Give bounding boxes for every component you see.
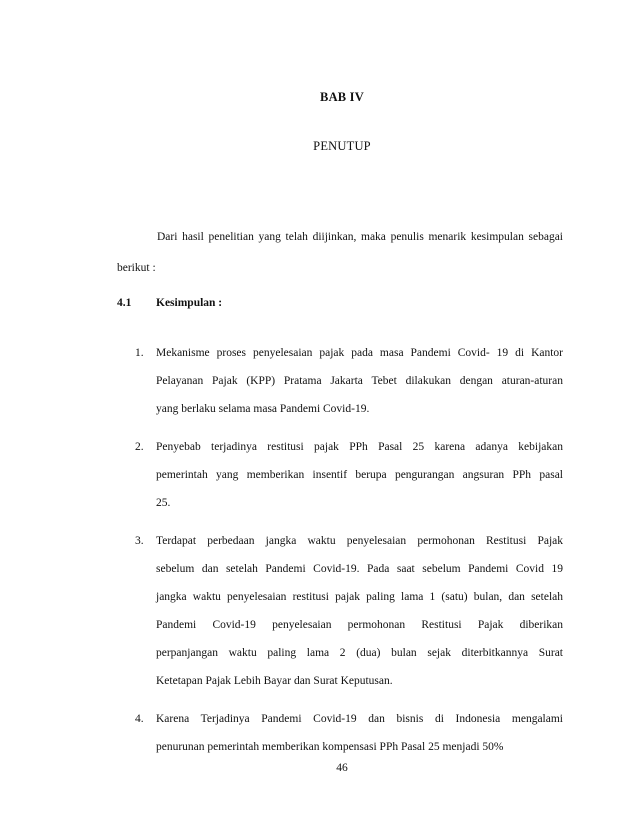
list-item-line: pemerintah yang memberikan insentif berupa pengurangan angsuran PPh pasal: [156, 469, 563, 481]
intro-paragraph: Dari hasil penelitian yang telah diijinkan, maka penulis menarik kesimpulan sebagai berikut :: [117, 231, 563, 274]
list-item-line: perpanjangan waktu paling lama 2 (dua) bulan sejak diterbitkannya Surat: [156, 647, 563, 659]
chapter-label: BAB IV: [320, 90, 364, 104]
chapter-title: PENUTUP: [313, 139, 371, 153]
list-item-marker: 3.: [135, 535, 144, 547]
list-item-line: jangka waktu penyelesaian restitusi pajak paling lama 1 (satu) bulan, dan setelah: [156, 591, 563, 603]
list-item-line: Pelayanan Pajak (KPP) Pratama Jakarta Tebet dilakukan dengan aturan-aturan: [156, 375, 563, 387]
list-item-line: Penyebab terjadinya restitusi pajak PPh Pasal 25 karena adanya kebijakan: [156, 441, 563, 453]
conclusion-list: [135, 339, 563, 771]
list-item-line: sebelum dan setelah Pandemi Covid-19. Pada saat sebelum Pandemi Covid 19: [156, 563, 563, 575]
list-item-line: yang berlaku selama masa Pandemi Covid-19.: [156, 403, 370, 415]
section-number: 4.1: [117, 297, 132, 309]
list-item-line: Ketetapan Pajak Lebih Bayar dan Surat Keputusan.: [156, 675, 393, 687]
list-item: [135, 705, 563, 761]
list-item: [135, 527, 563, 695]
section-title: Kesimpulan :: [156, 297, 223, 309]
list-item-line: Pandemi Covid-19 penyelesaian permohonan Restitusi Pajak diberikan: [156, 619, 563, 631]
list-item-marker: 2.: [135, 441, 144, 453]
list-item-line: 25.: [156, 497, 171, 509]
list-item-line: Karena Terjadinya Pandemi Covid-19 dan bisnis di Indonesia mengalami: [156, 713, 563, 725]
list-item: [135, 433, 563, 517]
section-heading: [117, 297, 222, 309]
list-item-marker: 1.: [135, 347, 144, 359]
list-item-line: Mekanisme proses penyelesaian pajak pada masa Pandemi Covid- 19 di Kantor: [156, 347, 563, 359]
list-item: [135, 339, 563, 423]
list-item-line: Terdapat perbedaan jangka waktu penyelesaian permohonan Restitusi Pajak: [156, 535, 563, 547]
list-item-marker: 4.: [135, 713, 144, 725]
list-item-line: penurunan pemerintah memberikan kompensasi PPh Pasal 25 menjadi 50%: [156, 741, 504, 753]
page-number: 46: [336, 762, 348, 774]
